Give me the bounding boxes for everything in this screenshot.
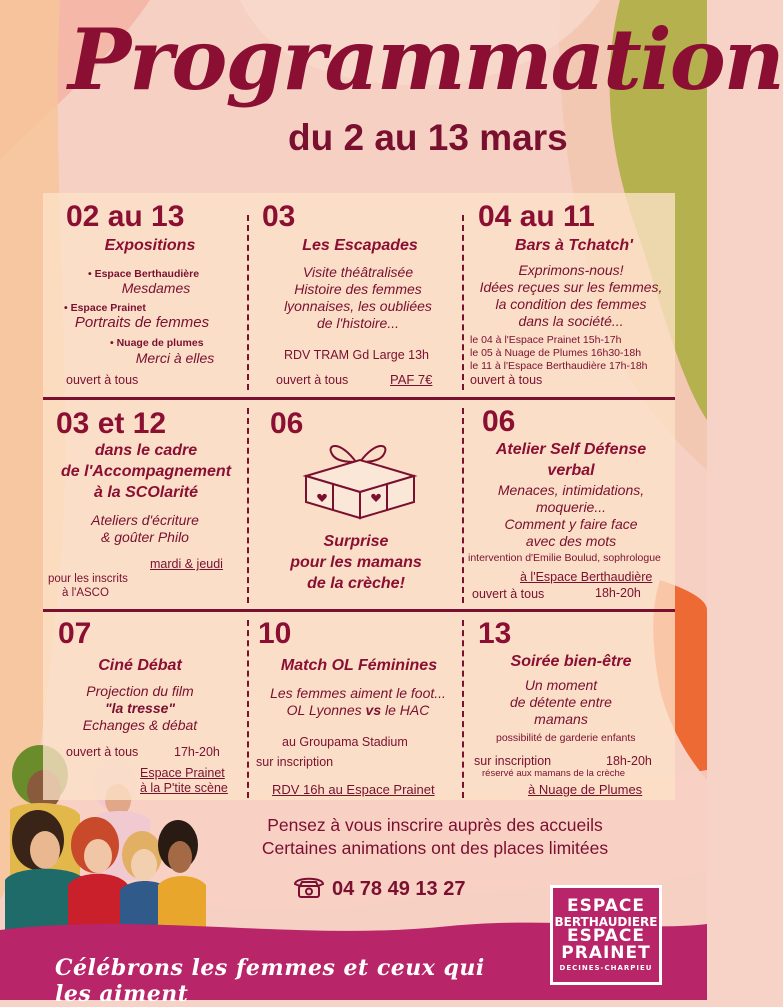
audience-note: réservé aux mamans de la crèche	[482, 768, 626, 779]
access-note: ouvert à tous	[276, 373, 349, 387]
event-title: Les Escapades	[302, 237, 418, 254]
schedule-list: le 04 à l'Espace Prainet 15h-17h le 05 à Nuage de Plumes 16h30-18h le 11 à l'Espace Berthaudière 17h-18h	[470, 334, 648, 372]
event-date: 10	[258, 617, 292, 650]
price-tag: PAF 7€	[390, 372, 433, 387]
venue-label: • Espace Prainet	[64, 302, 146, 314]
grid-vline	[462, 408, 464, 603]
grid-vline	[462, 215, 464, 390]
telephone-icon	[292, 874, 326, 905]
event-description: Un moment de détente entre mamans	[510, 677, 612, 728]
capacity-notice: Certaines animations ont des places limitées	[261, 838, 609, 858]
event-title: Expositions	[104, 237, 196, 254]
event-date: 06	[270, 407, 304, 440]
event-date: 03 et 12	[56, 407, 167, 440]
grid-vline	[247, 215, 249, 390]
exhibit-name: Portraits de femmes	[74, 314, 210, 331]
event-description: Projection du film "la tresse" Echanges & débat	[82, 683, 198, 734]
meeting-point: RDV TRAM Gd Large 13h	[284, 348, 429, 362]
event-title: Ciné Débat	[98, 657, 182, 674]
grid-divider-1	[43, 397, 675, 400]
event-date: 06	[482, 405, 516, 438]
event-title: dans le cadre de l'Accompagnement à la SCOlarité	[60, 442, 232, 501]
exhibit-name: Mesdames	[121, 280, 191, 296]
access-note: ouvert à tous	[66, 745, 139, 759]
registration-notice: Pensez à vous inscrire auprès des accueils	[267, 815, 603, 835]
exhibit-name: Merci à elles	[135, 350, 215, 366]
event-description: Visite théâtralisée Histoire des femmes lyonnaises, les oubliées de l'histoire...	[284, 264, 432, 332]
access-note: ouvert à tous	[66, 373, 139, 387]
gift-box-icon	[300, 436, 420, 520]
registration-note: sur inscription	[474, 754, 552, 768]
event-date: 02 au 13	[66, 200, 185, 233]
schedule-days: mardi & jeudi	[150, 557, 223, 571]
event-date: 13	[478, 617, 512, 650]
access-note: ouvert à tous	[470, 373, 543, 387]
event-venue: à Nuage de Plumes	[528, 782, 643, 797]
event-date: 03	[262, 200, 296, 233]
event-venue: à l'Espace Berthaudière	[520, 570, 653, 584]
grid-vline	[247, 620, 249, 798]
event-description: Les femmes aiment le foot... OL Lyonnes vs le HAC	[270, 685, 446, 719]
speaker-note: intervention d'Emilie Boulud, sophrologue	[468, 552, 661, 564]
event-time: 17h-20h	[174, 745, 220, 759]
event-title: Bars à Tchatch'	[515, 237, 633, 254]
grid-vline	[247, 408, 249, 603]
event-date: 04 au 11	[478, 200, 595, 233]
organizer-logo: ESPACE BERTHAUDIERE ESPACE PRAINET DECINES-CHARPIEU	[550, 885, 662, 985]
access-note: ouvert à tous	[472, 587, 545, 601]
event-time: 18h-20h	[606, 754, 652, 768]
audience-note: pour les inscrits à l'ASCO	[48, 573, 128, 600]
event-venue: Espace Prainet à la P'tite scène	[140, 766, 228, 795]
venue-label: • Espace Berthaudière	[88, 268, 200, 280]
phone-number: 04 78 49 13 27	[332, 878, 466, 900]
event-title: Match OL Féminines	[280, 657, 438, 674]
event-title: Soirée bien-être	[510, 653, 632, 670]
event-description: Menaces, intimidations, moquerie... Comment y faire face avec des mots	[497, 482, 645, 550]
contact-phone	[292, 874, 465, 905]
event-description: Exprimons-nous! Idées reçues sur les femmes, la condition des femmes dans la société...	[479, 262, 663, 330]
event-venue: au Groupama Stadium	[282, 735, 408, 749]
event-date: 07	[58, 617, 92, 650]
registration-note: sur inscription	[256, 755, 334, 769]
tagline: Célébrons les femmes et ceux qui les aiment	[55, 955, 485, 1007]
childcare-note: possibilité de garderie enfants	[496, 732, 636, 744]
grid-divider-2	[43, 609, 675, 612]
event-title: Surprise pour les mamans de la crèche!	[290, 533, 422, 592]
venue-label: • Nuage de plumes	[110, 337, 204, 349]
page-title: Programmation	[68, 10, 783, 109]
event-description: Ateliers d'écriture & goûter Philo	[91, 512, 199, 546]
event-time: 18h-20h	[595, 586, 641, 600]
date-range-subtitle: du 2 au 13 mars	[288, 117, 568, 158]
meeting-point: RDV 16h au Espace Prainet	[272, 782, 435, 797]
event-title: Atelier Self Défense verbal	[495, 441, 647, 479]
